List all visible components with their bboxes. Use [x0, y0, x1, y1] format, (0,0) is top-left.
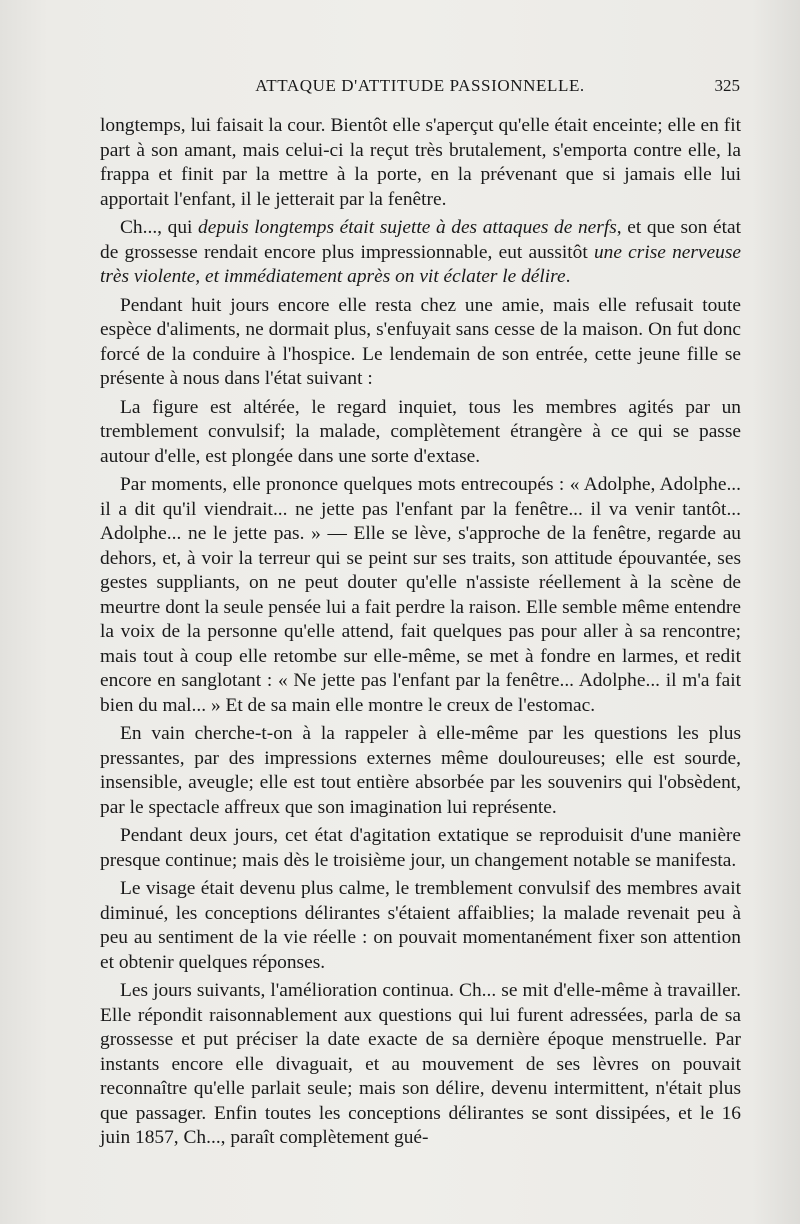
paragraph-2-italic-1: depuis longtemps était sujette à des attaques de nerfs: [198, 217, 617, 238]
paragraph-2-part-a: Ch..., qui: [120, 217, 199, 238]
running-title: ATTAQUE D'ATTITUDE PASSIONNELLE.: [255, 76, 585, 95]
paragraph-7: Pendant deux jours, cet état d'agitation extatique se reproduisit d'une manière presque continue; mais dès le troisième jour, un changement notable se manifesta.: [100, 825, 741, 871]
paragraph-2: [100, 216, 741, 290]
paragraph-5: Par moments, elle prononce quelques mots entrecoupés : « Adolphe, Adolphe... il a dit qu'il viendrait... ne jette pas l'enfant par la fenêtre... il va venir tantôt... Adolphe... ne le jette pas. » — Elle se lève, s'approche de la fenêtre, regarde au dehors, et, à voir la terreur qui se peint sur ses traits, son attitude épouvantée, ses gestes suppliants, on ne peut douter qu'elle n'assiste réellement à la scène de meurtre dont la seule pensée lui a fait perdre la raison. Elle semble même entendre la voix de la personne qu'elle attend, fait quelques pas pour aller à sa rencontre; mais tout à coup elle retombe sur elle-même, se met à fondre en larmes, et redit encore en sanglotant : « Ne jette pas l'enfant par la fenêtre... Adolphe... il m'a fait bien du mal... » Et de sa main elle montre le creux de l'estomac.: [100, 474, 741, 716]
page-number: 325: [714, 76, 740, 95]
paragraph-2-part-e: .: [565, 266, 571, 287]
paragraph-2-italic-2: une crise nerveuse très violente, et immédiatement après on vit éclater le délire: [100, 241, 741, 287]
paragraph-6: En vain cherche-t-on à la rappeler à elle-même par les questions les plus pressantes, par des impressions externes même douloureuses; elle est sourde, insensible, aveugle; elle est tout entière absorbée par les souvenirs qui l'obsèdent, par le spectacle affreux que son imagination lui représente.: [100, 723, 741, 818]
paragraph-3: Pendant huit jours encore elle resta chez une amie, mais elle refusait toute espèce d'aliments, ne dormait plus, s'enfuyait sans cesse de la maison. On fut donc forcé de la conduire à l'hospice. Le lendemain de son entrée, cette jeune fille se présente à nous dans l'état suivant :: [100, 294, 741, 389]
body-text: [100, 114, 741, 1155]
paragraph-1: longtemps, lui faisait la cour. Bientôt elle s'aperçut qu'elle était enceinte; elle en fit part à son amant, mais celui-ci la reçut très brutalement, s'emporta contre elle, la frappa et finit par la mettre à la porte, en la prévenant que si jamais elle lui apportait l'enfant, il le jetterait par la fenêtre.: [100, 115, 741, 210]
paragraph-8: Le visage était devenu plus calme, le tremblement convulsif des membres avait diminué, les conceptions délirantes s'étaient affaiblies; la malade revenait peu à peu au sentiment de la vie réelle : on pouvait momentanément fixer son attention et obtenir quelques réponses.: [100, 878, 741, 973]
paragraph-4: La figure est altérée, le regard inquiet, tous les membres agités par un tremblement convulsif; la malade, complètement étrangère à ce qui se passe autour d'elle, est plongée dans une sorte d'extase.: [100, 396, 741, 467]
page-header: [100, 76, 740, 102]
paragraph-9: Les jours suivants, l'amélioration continua. Ch... se mit d'elle-même à travailler. Elle répondit raisonnablement aux questions qui lui furent adressées, parla de sa grossesse et put préciser la date exacte de sa dernière époque menstruelle. Par instants encore elle divaguait, et au mouvement de ses lèvres on pouvait reconnaître qu'elle parlait seule; mais son délire, devenu intermittent, n'était plus que passager. Enfin toutes les conceptions délirantes se sont dissipées, et le 16 juin 1857, Ch..., paraît complètement gué-: [100, 980, 741, 1148]
paragraph-2-part-c: , et que son état de grossesse rendait encore plus impressionnable, eut aussitôt: [100, 217, 742, 263]
